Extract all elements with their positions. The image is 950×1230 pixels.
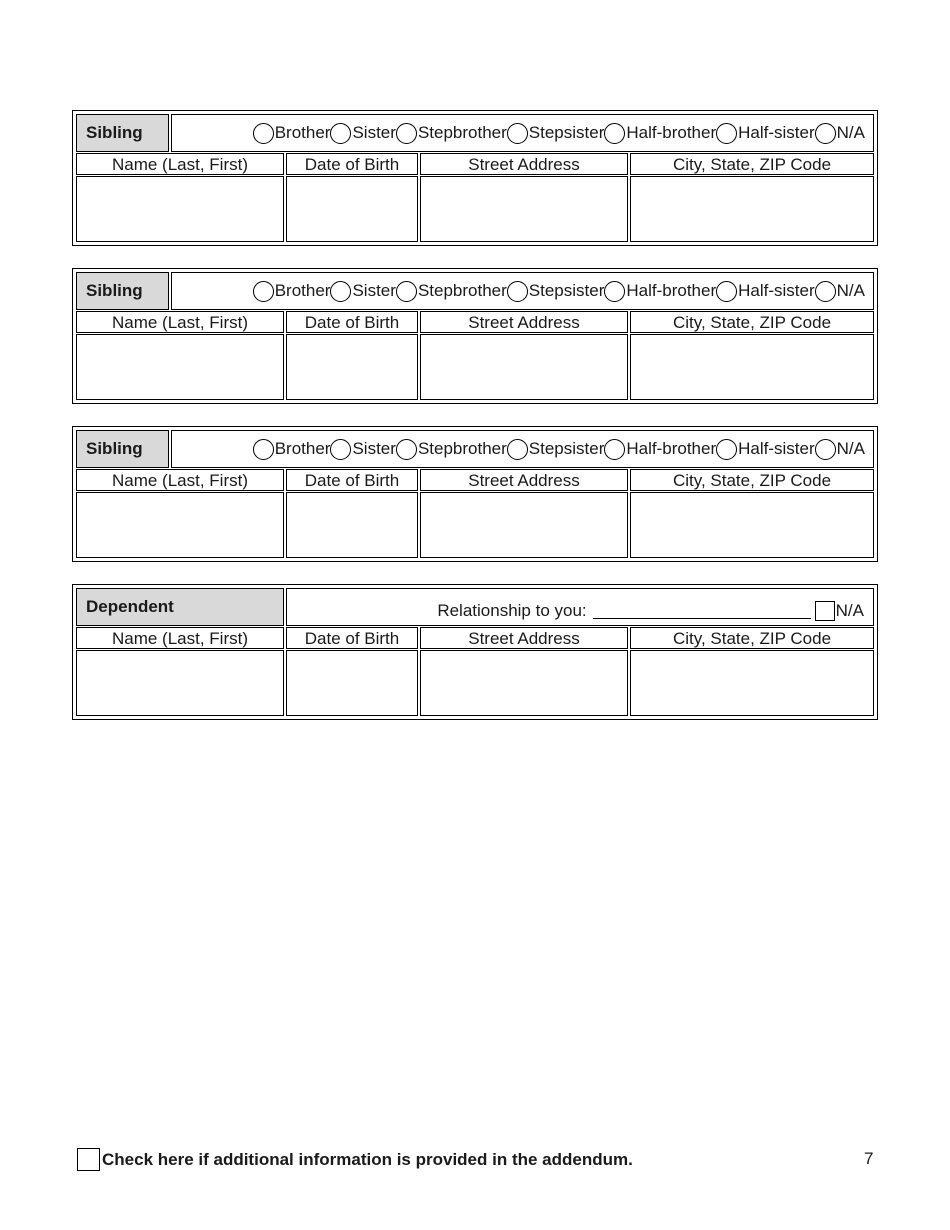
radio-circle-icon[interactable] [330, 439, 351, 460]
radio-circle-icon[interactable] [253, 281, 274, 302]
name-field[interactable] [76, 492, 284, 558]
radio-option-brother[interactable]: Brother [253, 439, 331, 460]
dob-field[interactable] [286, 176, 418, 242]
section-header-label: Sibling [76, 430, 169, 468]
addendum-label: Check here if additional information is provided in the addendum. [102, 1149, 633, 1169]
name-field[interactable] [76, 650, 284, 716]
dob-field[interactable] [286, 334, 418, 400]
relation-radio-group [171, 114, 874, 152]
radio-option-stepsister[interactable]: Stepsister [507, 123, 605, 144]
radio-option-stepsister[interactable]: Stepsister [507, 439, 605, 460]
sibling-section-1 [72, 110, 878, 246]
name-field[interactable] [76, 334, 284, 400]
addendum-row [77, 1148, 633, 1171]
column-header-dob: Date of Birth [286, 627, 418, 649]
street-field[interactable] [420, 492, 628, 558]
dob-field[interactable] [286, 650, 418, 716]
radio-circle-icon[interactable] [815, 439, 836, 460]
column-header-city: City, State, ZIP Code [630, 469, 874, 491]
sibling-section-3 [72, 426, 878, 562]
street-field[interactable] [420, 334, 628, 400]
street-field[interactable] [420, 176, 628, 242]
radio-circle-icon[interactable] [507, 439, 528, 460]
column-header-city: City, State, ZIP Code [630, 311, 874, 333]
column-header-dob: Date of Birth [286, 311, 418, 333]
radio-circle-icon[interactable] [330, 281, 351, 302]
radio-circle-icon[interactable] [396, 123, 417, 144]
radio-option-na[interactable]: N/A [815, 281, 865, 302]
radio-option-na[interactable]: N/A [815, 439, 865, 460]
city-field[interactable] [630, 492, 874, 558]
relation-radio-group [171, 430, 874, 468]
radio-circle-icon[interactable] [716, 281, 737, 302]
radio-option-stepbrother[interactable]: Stepbrother [396, 123, 507, 144]
addendum-checkbox[interactable] [77, 1148, 100, 1171]
city-field[interactable] [630, 176, 874, 242]
section-header-label: Sibling [76, 272, 169, 310]
radio-option-stepbrother[interactable]: Stepbrother [396, 439, 507, 460]
section-header-label: Sibling [76, 114, 169, 152]
radio-circle-icon[interactable] [716, 123, 737, 144]
radio-option-stepsister[interactable]: Stepsister [507, 281, 605, 302]
column-header-street: Street Address [420, 627, 628, 649]
dob-field[interactable] [286, 492, 418, 558]
column-header-dob: Date of Birth [286, 153, 418, 175]
column-header-city: City, State, ZIP Code [630, 153, 874, 175]
page-number: 7 [864, 1149, 874, 1168]
city-field[interactable] [630, 334, 874, 400]
column-header-name: Name (Last, First) [76, 627, 284, 649]
column-header-city: City, State, ZIP Code [630, 627, 874, 649]
radio-circle-icon[interactable] [253, 123, 274, 144]
name-field[interactable] [76, 176, 284, 242]
na-checkbox-label: N/A [835, 601, 864, 620]
radio-circle-icon[interactable] [604, 281, 625, 302]
radio-circle-icon[interactable] [815, 281, 836, 302]
radio-option-brother[interactable]: Brother [253, 123, 331, 144]
radio-option-half-brother[interactable]: Half-brother [604, 281, 716, 302]
radio-circle-icon[interactable] [507, 123, 528, 144]
radio-option-stepbrother[interactable]: Stepbrother [396, 281, 507, 302]
city-field[interactable] [630, 650, 874, 716]
column-header-name: Name (Last, First) [76, 153, 284, 175]
column-header-street: Street Address [420, 469, 628, 491]
relationship-row [286, 588, 874, 626]
radio-option-half-sister[interactable]: Half-sister [716, 439, 815, 460]
radio-circle-icon[interactable] [716, 439, 737, 460]
radio-option-na[interactable]: N/A [815, 123, 865, 144]
radio-option-sister[interactable]: Sister [330, 439, 395, 460]
sibling-section-2 [72, 268, 878, 404]
radio-circle-icon[interactable] [604, 439, 625, 460]
column-header-street: Street Address [420, 311, 628, 333]
radio-option-half-sister[interactable]: Half-sister [716, 281, 815, 302]
section-header-label: Dependent [76, 588, 284, 626]
column-header-dob: Date of Birth [286, 469, 418, 491]
column-header-name: Name (Last, First) [76, 311, 284, 333]
column-header-street: Street Address [420, 153, 628, 175]
radio-option-half-brother[interactable]: Half-brother [604, 123, 716, 144]
na-checkbox[interactable] [815, 601, 835, 621]
radio-circle-icon[interactable] [330, 123, 351, 144]
street-field[interactable] [420, 650, 628, 716]
radio-circle-icon[interactable] [253, 439, 274, 460]
radio-option-half-sister[interactable]: Half-sister [716, 123, 815, 144]
radio-option-brother[interactable]: Brother [253, 281, 331, 302]
radio-circle-icon[interactable] [396, 281, 417, 302]
radio-circle-icon[interactable] [604, 123, 625, 144]
relationship-input[interactable] [593, 604, 811, 619]
radio-option-sister[interactable]: Sister [330, 123, 395, 144]
radio-circle-icon[interactable] [507, 281, 528, 302]
radio-option-sister[interactable]: Sister [330, 281, 395, 302]
dependent-section [72, 584, 878, 720]
radio-option-half-brother[interactable]: Half-brother [604, 439, 716, 460]
column-header-name: Name (Last, First) [76, 469, 284, 491]
relation-radio-group [171, 272, 874, 310]
radio-circle-icon[interactable] [396, 439, 417, 460]
radio-circle-icon[interactable] [815, 123, 836, 144]
relationship-label: Relationship to you: [437, 601, 587, 620]
